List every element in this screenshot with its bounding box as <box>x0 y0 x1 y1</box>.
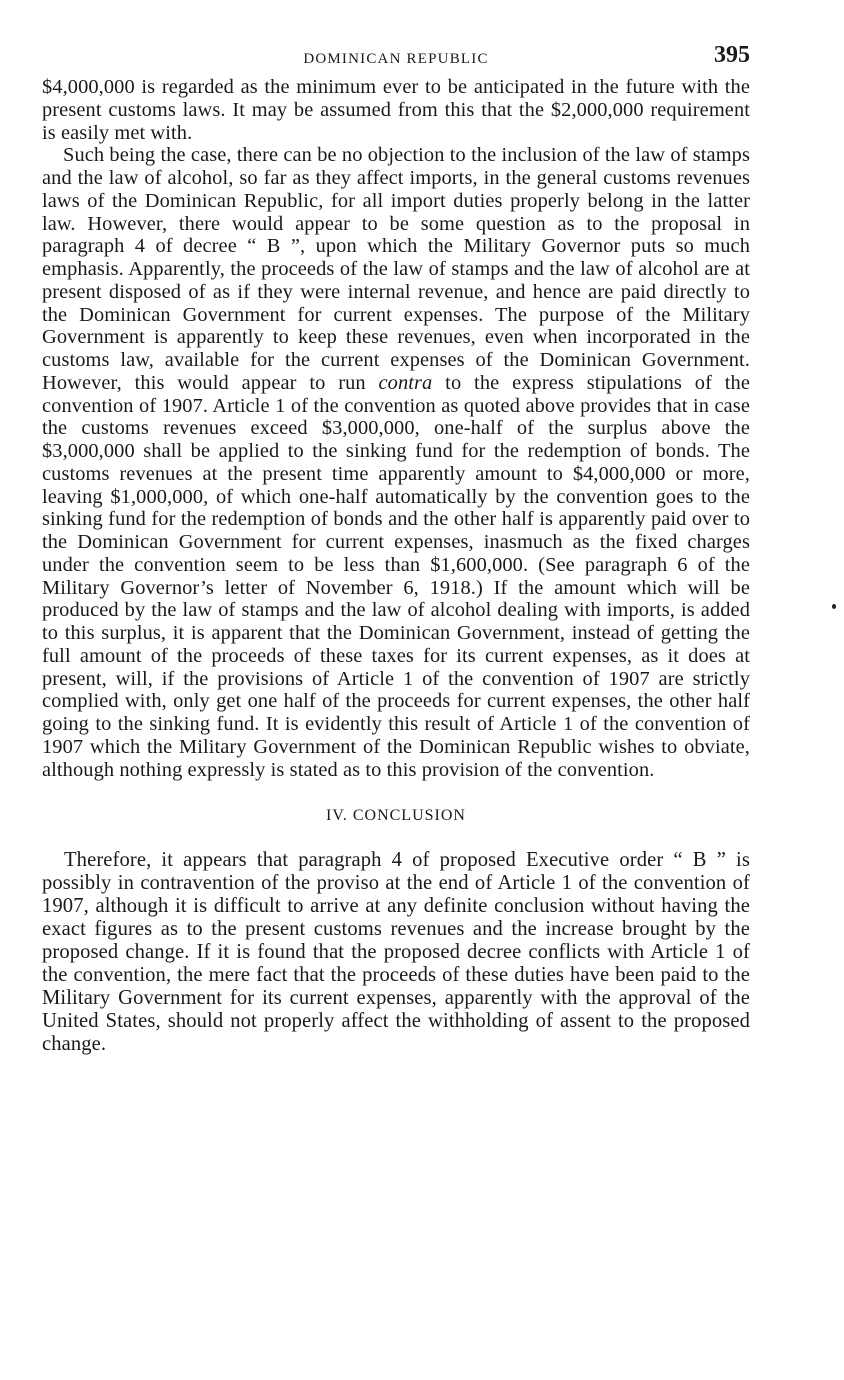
margin-mark <box>832 604 836 609</box>
document-page <box>42 40 750 1055</box>
paragraph-text-part-1: Such being the case, there can be no objection to the inclusion of the law of stamps and the law of alcohol, so far as they affect imports, in the general customs revenues laws of the Dominican Republic, for all import duties properly belong in the latter law. However, there would appear to be some question as to the proposal in paragraph 4 of decree “ B ”, upon which the Military Governor puts so much emphasis. Apparently, the proceeds of the law of stamps and the law of alcohol are at present disposed of as if they were internal revenue, and hence are paid directly to the Dominican Government for current expenses. The purpose of the Military Government is apparently to keep these revenues, even when incorporated in the customs law, available for the current expenses of the Dominican Government. However, this would appear to run <box>42 144 750 394</box>
paragraph-conclusion: Therefore, it appears that paragraph 4 of proposed Executive order “ B ” is possibly in contravention of the proviso at the end of Article 1 of the convention of 1907, although it is difficult to arrive at any definite conclusion without having the exact figures as to the present customs revenues and the increase brought by the proposed change. If it is found that the proposed decree conflicts with Article 1 of the convention, the mere fact that the proceeds of these duties have been paid to the Military Government for its current expenses, apparently with the approval of the United States, should not properly affect the withholding of assent to the proposed change. <box>42 849 750 1055</box>
section-heading: IV. CONCLUSION <box>326 807 466 825</box>
page-number: 395 <box>714 42 750 68</box>
running-title: DOMINICAN REPUBLIC <box>303 51 489 67</box>
paragraph-text-part-2: to the express stipulations of the convention of 1907. Article 1 of the convention as quoted above provides that in case the customs revenues exceed $3,000,000, one-half of the surplus above the $3,000,000 shall be applied to the sinking fund for the redemption of bonds. The customs revenues at the present time apparently amount to $4,000,000 or more, leaving $1,000,000, of which one-half automatically by the convention goes to the sinking fund for the redemption of bonds and the other half is apparently paid over to the Dominican Government for current expenses, inasmuch as the fixed charges under the convention seem to be less than $1,600,000. (See paragraph 6 of the Military Governor’s letter of November 6, 1918.) If the amount which will be produced by the law of stamps and the law of alcohol dealing with imports, is added to this surplus, it is apparent that the Dominican Government, instead of getting the full amount of the proceeds of these taxes for its current expenses, as it does at present, will, if the provisions of Article 1 of the convention of 1907 are strictly complied with, only get one half of the proceeds for current expenses, the other half going to the sinking fund. It is evidently this result of Article 1 of the convention of 1907 which the Military Government of the Dominican Republic wishes to obviate, although nothing expressly is stated as to this provision of the convention. <box>42 371 750 781</box>
running-header <box>42 40 750 76</box>
paragraph-stamps-alcohol <box>42 144 750 781</box>
italic-term-contra: contra <box>378 371 433 394</box>
paragraph-continuation: $4,000,000 is regarded as the minimum ever to be anticipated in the future with the present customs laws. It may be assumed from this that the $2,000,000 requirement is easily met with. <box>42 76 750 144</box>
